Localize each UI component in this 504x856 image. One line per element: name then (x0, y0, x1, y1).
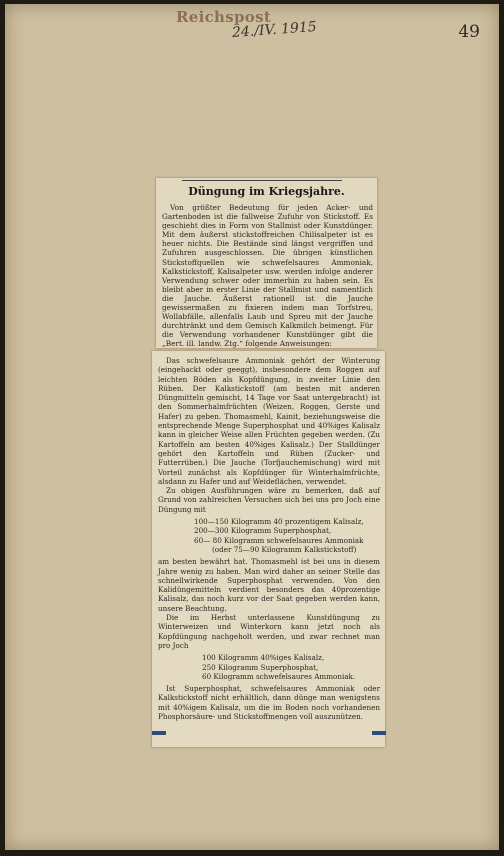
fertilizer-table-2 (202, 653, 380, 681)
page-number: 49 (458, 22, 480, 42)
paragraph-3: am besten bewährt hat. Thomasmehl ist bei uns in diesem Jahre wenig zu haben. Man wird daher an seiner Stelle das schnellwirkende Superphosphat verwenden. Von den Kalidüngemitteln verdient besonders das 40prozentige Kalisalz, das noch kurz vor der Saat gegeben werden kann, unsere Beachtung. (158, 557, 380, 613)
paragraph-2: Zu obigen Ausführungen wäre zu bemerken, daß auf Grund von zahlreichen Versuchen sich bei uns pro Joch eine Düngung mit (158, 486, 380, 514)
table1-row: 100—150 Kilogramm 40 prozentigem Kalisalz, (194, 517, 364, 527)
paragraph-1: Das schwefelsaure Ammoniak gehört der Winterung (eingehackt oder geeggt), insbesondere dem Roggen auf leichten Böden als Kopfdüngung, in zweiter Linie den Rüben. Der Kalkstickstoff (am besten mit anderen Düngmitteln gemischt, 14 Tage vor Saat untergebracht) ist den Sommerhalmfrüchten (Weizen, Roggen, Gerste und Hafer) zu geben. Thomasmehl, Kainit, beziehungsweise die entsprechende Menge Superphosphat und 40%iges Kalisalz kann in gleicher Weise allen Früchten gegeben werden. (Zu Kartoffeln am besten 40%iges Kalisalz.) Der Stalldünger gehört den Kartoffeln und Rüben (Zucker- und Futterrüben.) Die Jauche (Torfjauchemischung) wird mit Vorteil zunächst als Kopfdünger für Winterhalmfrüchte, alsdann zu Hafer und auf Weideflächen, verwendet. (158, 356, 380, 486)
table1-row: 200—300 Kilogramm Superphosphat, (194, 526, 332, 536)
table1-row: (oder 75—90 Kilogramm Kalkstickstoff) (212, 544, 357, 554)
intro-paragraph: Von größter Bedeutung für jeden Acker- und Gartenboden ist die fallweise Zufuhr von Stickstoff. Es geschieht dies in Form von Stallmist oder Kunstdünger. Mit dem äußerst stickstoffreichen Chilisalpeter ist es heuer nichts. Die Bestände sind längst vergriffen und Zufuhren ausgeschlossen. Die übrigen künstlichen Stickstoffquellen wie schwefelsaures Ammoniak, Kalkstickstoff, Kalisalpeter usw. werden infolge anderer Verwendung schwer oder immerhin zu haben sein. Es bleibt aber in erster Linie der Stallmist und namentlich die Jauche. Äußerst rationell ist die Jauche gewissermaßen zu fixieren indem man Torfstreu, Wollabfälle, allenfalls Laub und Spreu mit der Jauche durchtränkt und dem Gemisch Kalkmilch beimengt. Für die Verwendung vorhandener Kunstdünger gibt die „Bert. ill. landw. Ztg.“ folgende Anweisungen: (162, 203, 373, 349)
article-body (158, 356, 380, 721)
handwritten-date: 24./IV. 1915 (231, 19, 318, 41)
fertilizer-table-1 (194, 517, 380, 554)
article-intro (162, 203, 373, 349)
paragraph-5: Ist Superphosphat, schwefelsaures Ammoniak oder Kalkstickstoff nicht erhältlich, dann dünge man wenigstens mit 40%igem Kalisalz, um die im Boden noch vorhandenen Phosphorsäure- und Stickstoffmengen voll auszunützen. (158, 684, 380, 721)
article-title: Düngung im Kriegsjahre. (188, 185, 345, 198)
blue-pencil-mark-left (152, 731, 166, 735)
blue-pencil-mark-right (372, 731, 386, 735)
table2-row: 100 Kilogramm 40%iges Kalisalz, (202, 653, 325, 663)
paragraph-4: Die im Herbst unterlassene Kunstdüngung zu Winterweizen und Winterkorn kann jetzt noch als Kopfdüngung nachgeholt werden, und zwar rechnet man pro Joch (158, 613, 380, 650)
table2-row: 60 Kilogramm schwefelsaures Ammoniak. (202, 671, 356, 681)
title-rule (182, 180, 342, 181)
table2-row: 250 Kilogramm Superphosphat, (202, 662, 319, 672)
table1-row: 60— 80 Kilogramm schwefelsaures Ammoniak (194, 535, 364, 545)
newspaper-stamp: Reichspost (176, 8, 272, 26)
